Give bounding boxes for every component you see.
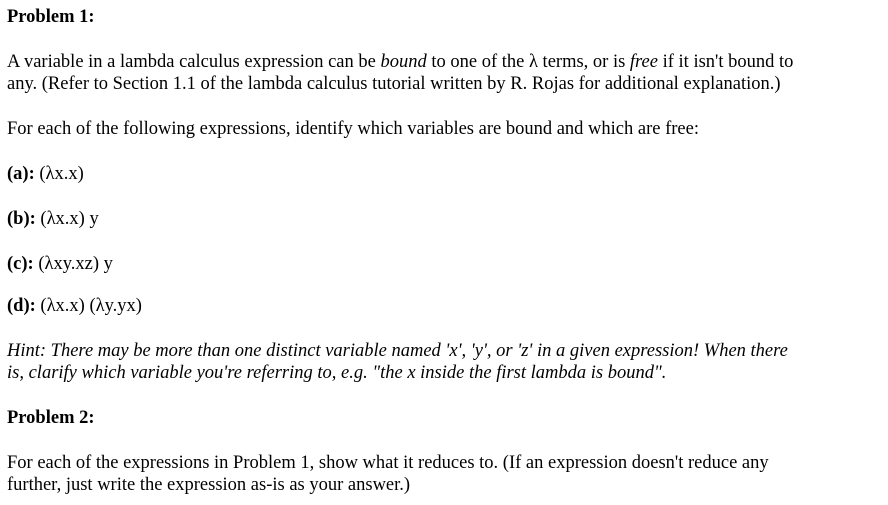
problem-1-intro-line-1 — [7, 51, 793, 73]
expression-text: (λx.x) — [34, 164, 84, 184]
problem-1-intro-line-2: any. (Refer to Section 1.1 of the lambda calculus tutorial written by R. Rojas for additional explanation.) — [7, 74, 781, 94]
expression-c — [7, 253, 113, 275]
free-term: free — [629, 52, 658, 72]
intro-text: A variable in a lambda calculus expression can be — [7, 52, 381, 72]
problem-2-line-1: For each of the expressions in Problem 1, show what it reduces to. (If an expression doesn't reduce any — [7, 453, 769, 473]
expression-label: (c): — [7, 254, 34, 274]
expression-text: (λx.x) y — [35, 209, 99, 229]
problem-1-instruction: For each of the following expressions, identify which variables are bound and which are free: — [7, 119, 699, 139]
problem-2-line-2: further, just write the expression as-is as your answer.) — [7, 475, 411, 495]
intro-text: if it isn't bound to — [657, 52, 794, 72]
expression-b — [7, 208, 99, 230]
expression-a — [7, 163, 84, 185]
bound-term: bound — [380, 52, 427, 72]
intro-text: to one of the λ terms, or is — [426, 52, 630, 72]
expression-text: (λx.x) (λy.yx) — [35, 296, 142, 316]
hint-line-2: is, clarify which variable you're referring to, e.g. "the x inside the first lambda is bound". — [7, 363, 667, 383]
problem-1-heading: Problem 1: — [7, 7, 95, 27]
expression-label: (b): — [7, 209, 36, 229]
expression-label: (d): — [7, 296, 36, 316]
expression-label: (a): — [7, 164, 35, 184]
problem-2-heading: Problem 2: — [7, 408, 95, 428]
expression-d — [7, 295, 142, 317]
expression-text: (λxy.xz) y — [33, 254, 113, 274]
hint-line-1: Hint: There may be more than one distinct variable named 'x', 'y', or 'z' in a given expression! When there — [7, 341, 788, 361]
